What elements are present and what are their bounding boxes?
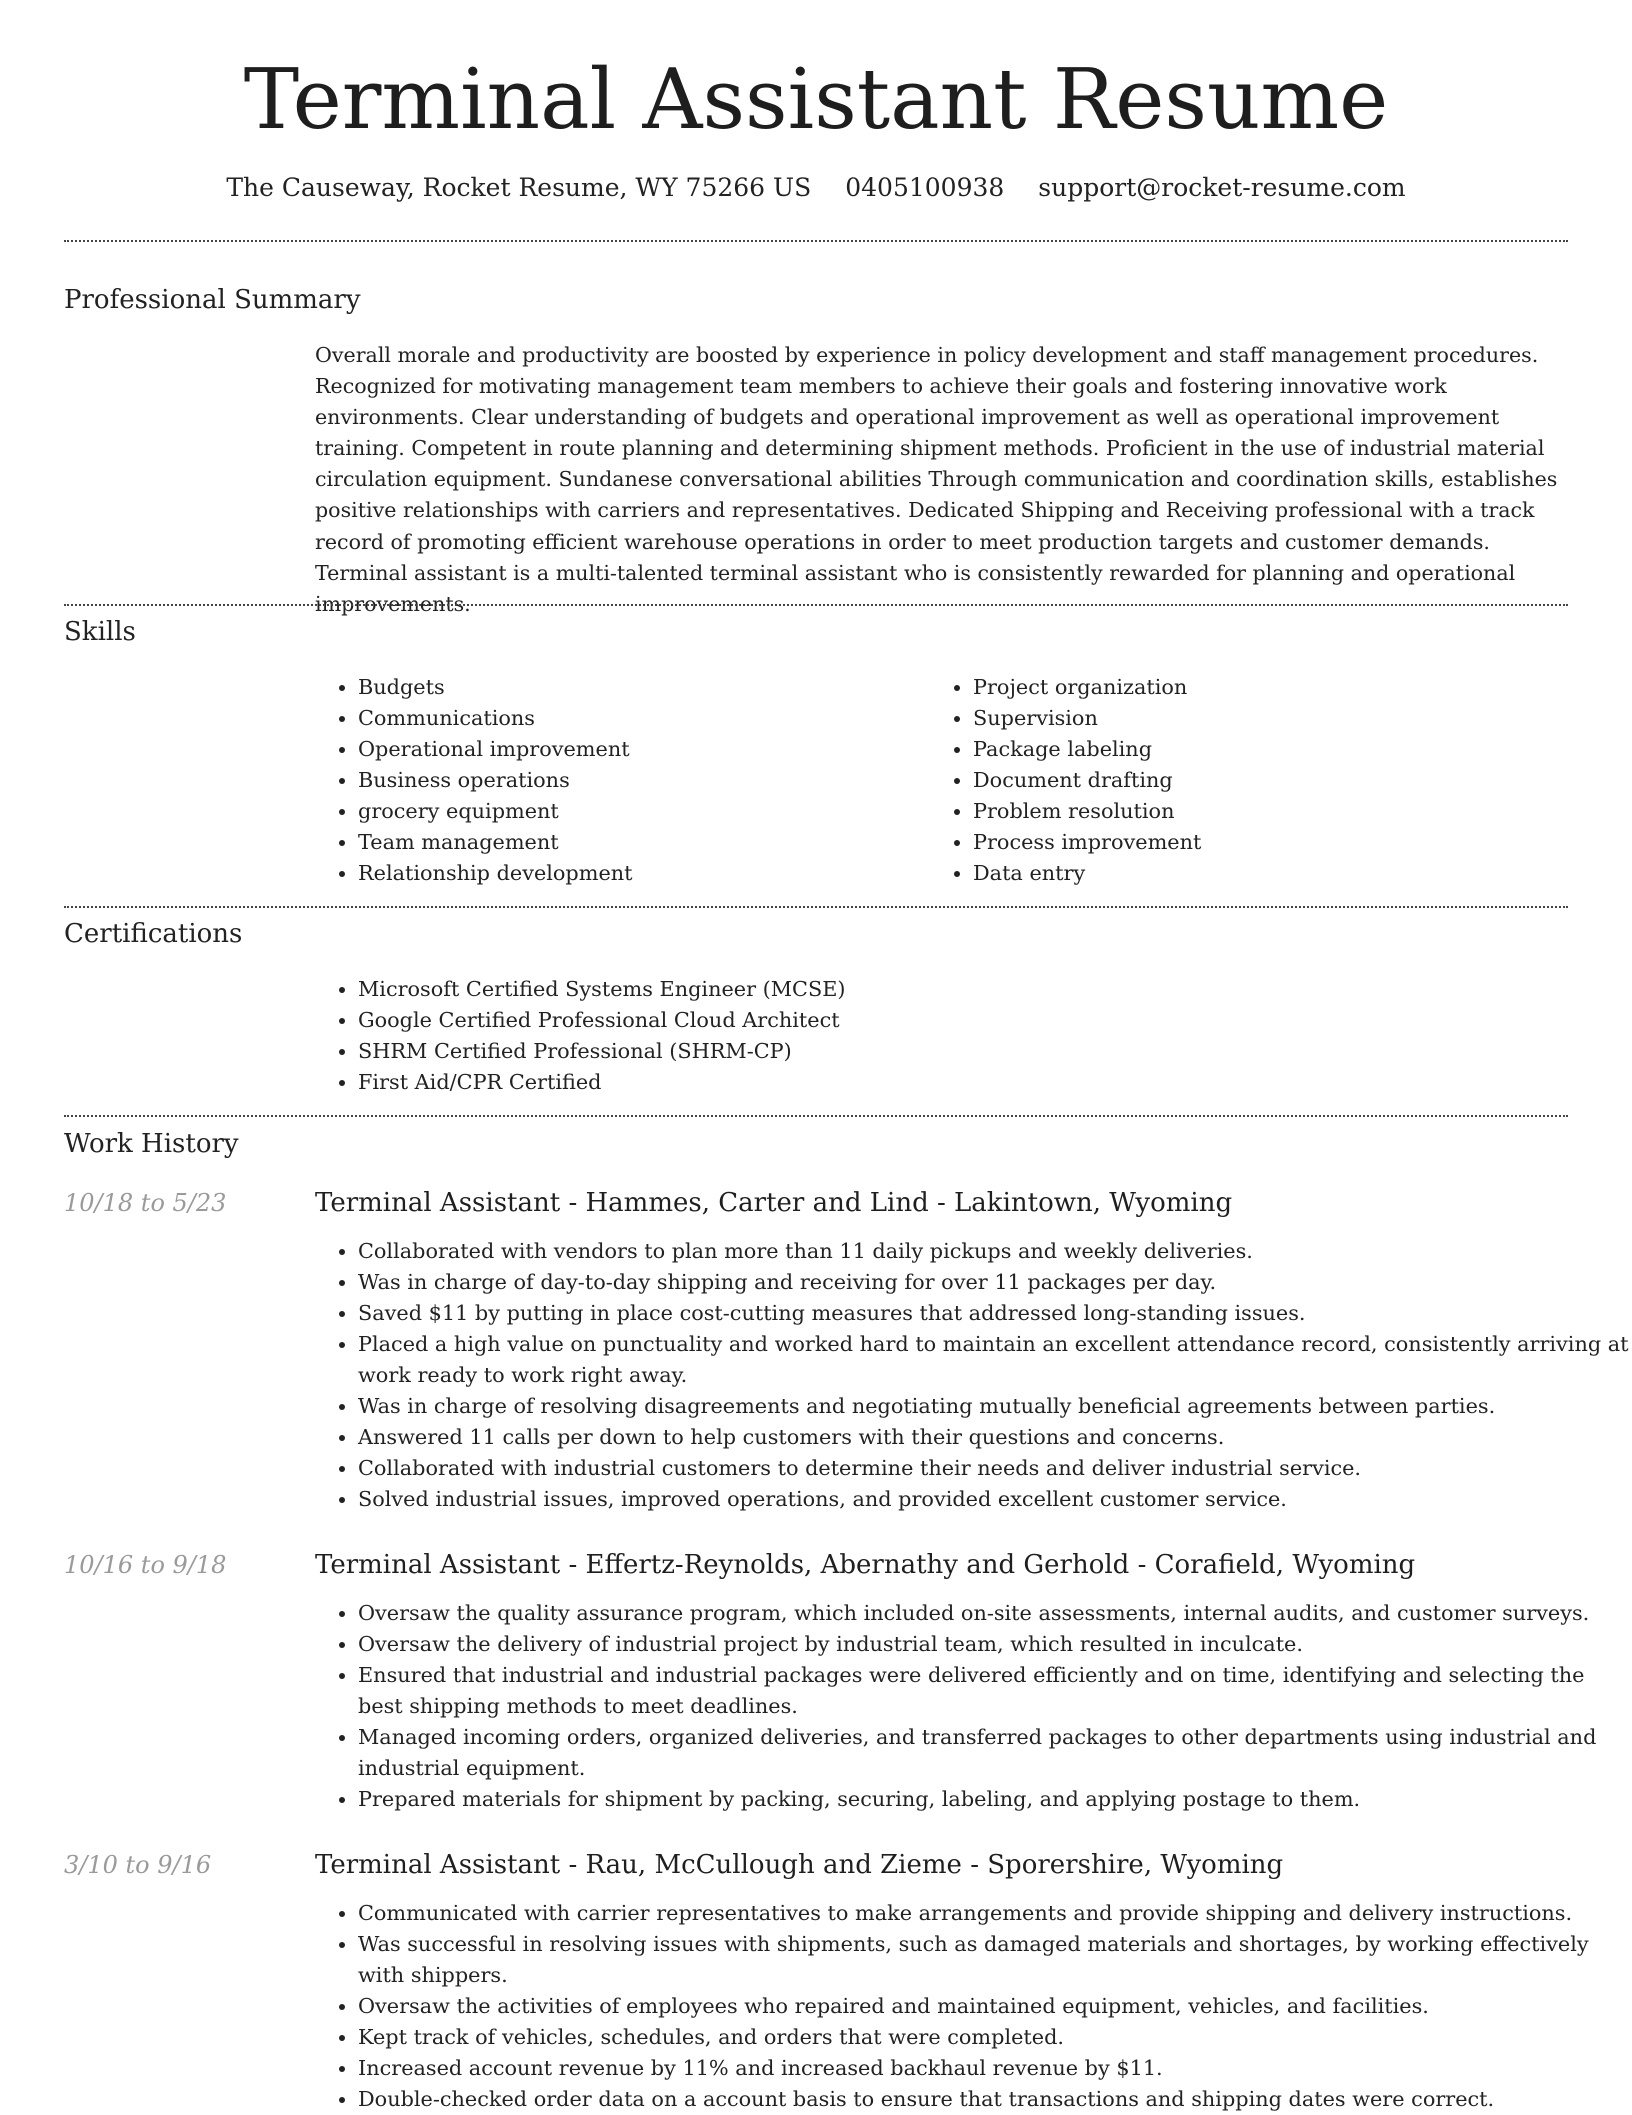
- job-bullets: [315, 1598, 1632, 1815]
- job-dates: 3/10 to 9/16: [64, 1851, 212, 1879]
- job-bullet: • Double-checked order data on a account basis to ensure that transactions and shipping dates were correct.: [358, 2084, 1632, 2115]
- job-bullet: • Communicated with carrier representatives to make arrangements and provide shipping and delivery instructions.: [358, 1898, 1632, 1929]
- skill-item: • Data entry: [973, 858, 1533, 889]
- skill-item: • Project organization: [973, 672, 1533, 703]
- contact-line: [0, 168, 1632, 208]
- skill-item: • Process improvement: [973, 827, 1533, 858]
- contact-email[interactable]: support@rocket-resume.com: [1038, 173, 1406, 202]
- job-dates: 10/18 to 5/23: [64, 1189, 227, 1217]
- resume-title: Terminal Assistant Resume: [243, 51, 1389, 148]
- job-bullet: • Solved industrial issues, improved operations, and provided excellent customer service.: [358, 1484, 1632, 1515]
- job-bullet: • Increased account revenue by 11% and increased backhaul revenue by $11.: [358, 2053, 1632, 2084]
- skill-item: • Communications: [358, 703, 918, 734]
- job-bullet: • Placed a high value on punctuality and worked hard to maintain an excellent attendance record, consistently arriving at work ready to work right away.: [358, 1329, 1632, 1391]
- skill-item: • grocery equipment: [358, 796, 918, 827]
- job-title: Terminal Assistant - Hammes, Carter and Lind - Lakintown, Wyoming: [315, 1188, 1233, 1218]
- job-bullet: • Saved $11 by putting in place cost-cutting measures that addressed long-standing issues.: [358, 1298, 1632, 1329]
- job-bullet: • Was in charge of day-to-day shipping and receiving for over 11 packages per day.: [358, 1267, 1632, 1298]
- job-bullet: • Prepared materials for shipment by packing, securing, labeling, and applying postage to them.: [358, 1784, 1632, 1815]
- job-bullet: • Kept track of vehicles, schedules, and orders that were completed.: [358, 2022, 1632, 2053]
- certifications-list: [315, 974, 1358, 1098]
- certifications-heading: Certifications: [64, 919, 243, 949]
- job-bullets: [315, 1236, 1632, 1515]
- job-bullet: • Collaborated with vendors to plan more than 11 daily pickups and weekly deliveries.: [358, 1236, 1632, 1267]
- contact-address: The Causeway, Rocket Resume, WY 75266 US: [226, 173, 812, 202]
- skills-list-left: [315, 672, 918, 889]
- job-bullet: • Oversaw the quality assurance program, which included on-site assessments, internal audits, and customer surveys.: [358, 1598, 1632, 1629]
- work-history-heading: Work History: [64, 1129, 239, 1159]
- job-bullet: • Oversaw the delivery of industrial project by industrial team, which resulted in inculcate.: [358, 1629, 1632, 1660]
- job-bullet: • Was successful in resolving issues with shipments, such as damaged materials and shortages, by working effectively with shippers.: [358, 1929, 1632, 1991]
- summary-heading: Professional Summary: [64, 285, 361, 315]
- section-divider: [64, 240, 1568, 242]
- skill-item: • Package labeling: [973, 734, 1533, 765]
- certification-item: • SHRM Certified Professional (SHRM-CP): [358, 1036, 1358, 1067]
- skill-item: • Operational improvement: [358, 734, 918, 765]
- skill-item: • Budgets: [358, 672, 918, 703]
- certification-item: • Microsoft Certified Systems Engineer (MCSE): [358, 974, 1358, 1005]
- section-divider: [64, 604, 1568, 606]
- contact-phone: 0405100938: [845, 173, 1005, 202]
- job-dates: 10/16 to 9/18: [64, 1551, 227, 1579]
- section-divider: [64, 1115, 1568, 1117]
- skill-item: • Problem resolution: [973, 796, 1533, 827]
- job-bullets: [315, 1898, 1632, 2115]
- job-bullet: • Managed incoming orders, organized deliveries, and transferred packages to other departments using industrial and industrial equipment.: [358, 1722, 1632, 1784]
- summary-text: Overall morale and productivity are boosted by experience in policy development and staff management procedures. Recognized for motivating management team members to achieve their goals and fostering innovative work environments. Clear understanding of budgets and operational improvement as well as operational improvement training. Competent in route planning and determining shipment methods. Proficient in the use of industrial material circulation equipment. Sundanese conversational abilities Through communication and coordination skills, establishes positive relationships with carriers and representatives. Dedicated Shipping and Receiving professional with a track record of promoting efficient warehouse operations in order to meet production targets and customer demands. Terminal assistant is a multi-talented terminal assistant who is consistently rewarded for planning and operational improvements.: [315, 343, 1558, 616]
- skill-item: • Relationship development: [358, 858, 918, 889]
- job-title: Terminal Assistant - Effertz-Reynolds, Abernathy and Gerhold - Corafield, Wyoming: [315, 1550, 1416, 1580]
- skill-item: • Document drafting: [973, 765, 1533, 796]
- job-bullet: • Was in charge of resolving disagreements and negotiating mutually beneficial agreements between parties.: [358, 1391, 1632, 1422]
- section-divider: [64, 906, 1568, 908]
- job-bullet: • Collaborated with industrial customers to determine their needs and deliver industrial service.: [358, 1453, 1632, 1484]
- certification-item: • First Aid/CPR Certified: [358, 1067, 1358, 1098]
- skills-list-right: [930, 672, 1533, 889]
- skill-item: • Supervision: [973, 703, 1533, 734]
- skills-heading: Skills: [64, 617, 136, 647]
- job-bullet: • Answered 11 calls per down to help customers with their questions and concerns.: [358, 1422, 1632, 1453]
- job-bullet: • Ensured that industrial and industrial packages were delivered efficiently and on time, identifying and selecting the best shipping methods to meet deadlines.: [358, 1660, 1632, 1722]
- skill-item: • Team management: [358, 827, 918, 858]
- certification-item: • Google Certified Professional Cloud Architect: [358, 1005, 1358, 1036]
- job-bullet: • Oversaw the activities of employees who repaired and maintained equipment, vehicles, and facilities.: [358, 1991, 1632, 2022]
- skill-item: • Business operations: [358, 765, 918, 796]
- job-title: Terminal Assistant - Rau, McCullough and Zieme - Sporershire, Wyoming: [315, 1850, 1284, 1880]
